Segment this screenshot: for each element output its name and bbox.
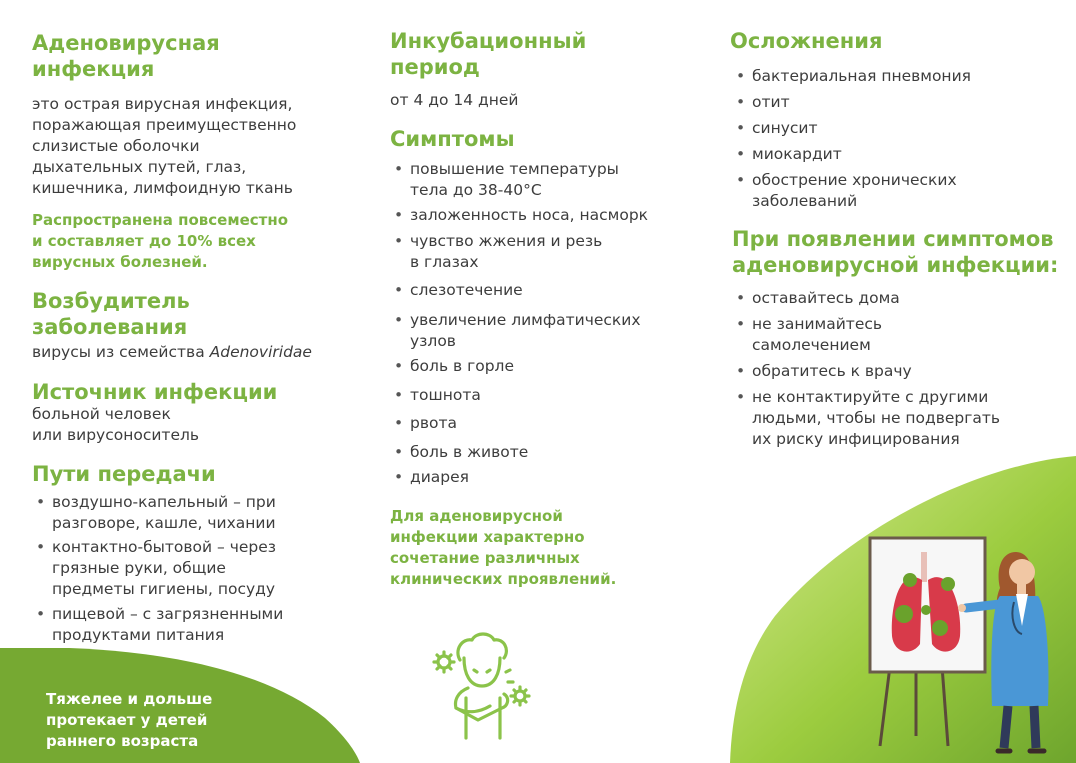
list-item: • воздушно-капельный – при разговоре, кашле, чихании (32, 492, 352, 534)
list-item: • миокардит (732, 144, 1052, 165)
list-item: • боль в животе (390, 442, 690, 463)
complications-list (732, 66, 1052, 212)
heading-pathogen: Возбудитель заболевания (32, 289, 190, 339)
transmission-list (32, 492, 352, 646)
list-item: • контактно-бытовой – через грязные руки, общие предметы гигиены, посуду (32, 537, 352, 600)
list-item: • обратитесь к врачу (732, 361, 1052, 382)
heading-when-symptoms: При появлении симптомов аденовирусной инфекции: (732, 227, 1059, 277)
advice-list (732, 288, 1052, 450)
list-item: • обострение хронических заболеваний (732, 170, 1052, 212)
adenovirus-description: это острая вирусная инфекция, поражающая преимущественно слизистые оболочки дыхательных путей, глаз, кишечника, лимфоидную ткань (32, 95, 297, 197)
list-item: • не контактируйте с другими людьми, чтобы не подвергать их риску инфицирования (732, 387, 1052, 450)
source-text: больной человек или вирусоноситель (32, 405, 200, 444)
heading-transmission: Пути передачи (32, 462, 216, 486)
clinical-note: Для аденовирусной инфекции характерно сочетание различных клинических проявлений. (390, 507, 617, 588)
heading-incubation: Инкубационный период (390, 29, 587, 79)
sick-person-icon (428, 628, 538, 746)
list-item: • пищевой – с загрязненными продуктами питания (32, 604, 352, 646)
list-item: • оставайтесь дома (732, 288, 1052, 309)
doctor-lungs-illustration (730, 456, 1076, 763)
list-item: • боль в горле (390, 356, 690, 377)
symptoms-list (390, 159, 690, 488)
list-item: • бактериальная пневмония (732, 66, 1052, 87)
heading-complications: Осложнения (730, 29, 883, 53)
list-item: • тошнота (390, 385, 690, 406)
incubation-text: от 4 до 14 дней (390, 91, 519, 109)
list-item: • заложенность носа, насморк (390, 205, 690, 226)
list-item: • отит (732, 92, 1052, 113)
heading-symptoms: Симптомы (390, 127, 515, 151)
list-item: • синусит (732, 118, 1052, 139)
heading-adenovirus: Аденовирусная инфекция (32, 31, 220, 81)
list-item: • слезотечение (390, 280, 690, 301)
list-item: • диарея (390, 467, 690, 488)
heading-source: Источник инфекции (32, 380, 278, 404)
pathogen-text: вирусы из семейства Adenoviridae (32, 343, 312, 361)
children-note: Тяжелее и дольше протекает у детей раннего возраста (46, 690, 213, 750)
list-item: • не занимайтесь самолечением (732, 314, 1052, 356)
list-item: • рвота (390, 413, 690, 434)
list-item: • чувство жжения и резь в глазах (390, 231, 690, 273)
prevalence-note: Распространена повсеместно и составляет до 10% всех вирусных болезней. (32, 211, 289, 271)
list-item: • повышение температуры тела до 38-40°С (390, 159, 690, 201)
list-item: • увеличение лимфатических узлов (390, 310, 690, 352)
